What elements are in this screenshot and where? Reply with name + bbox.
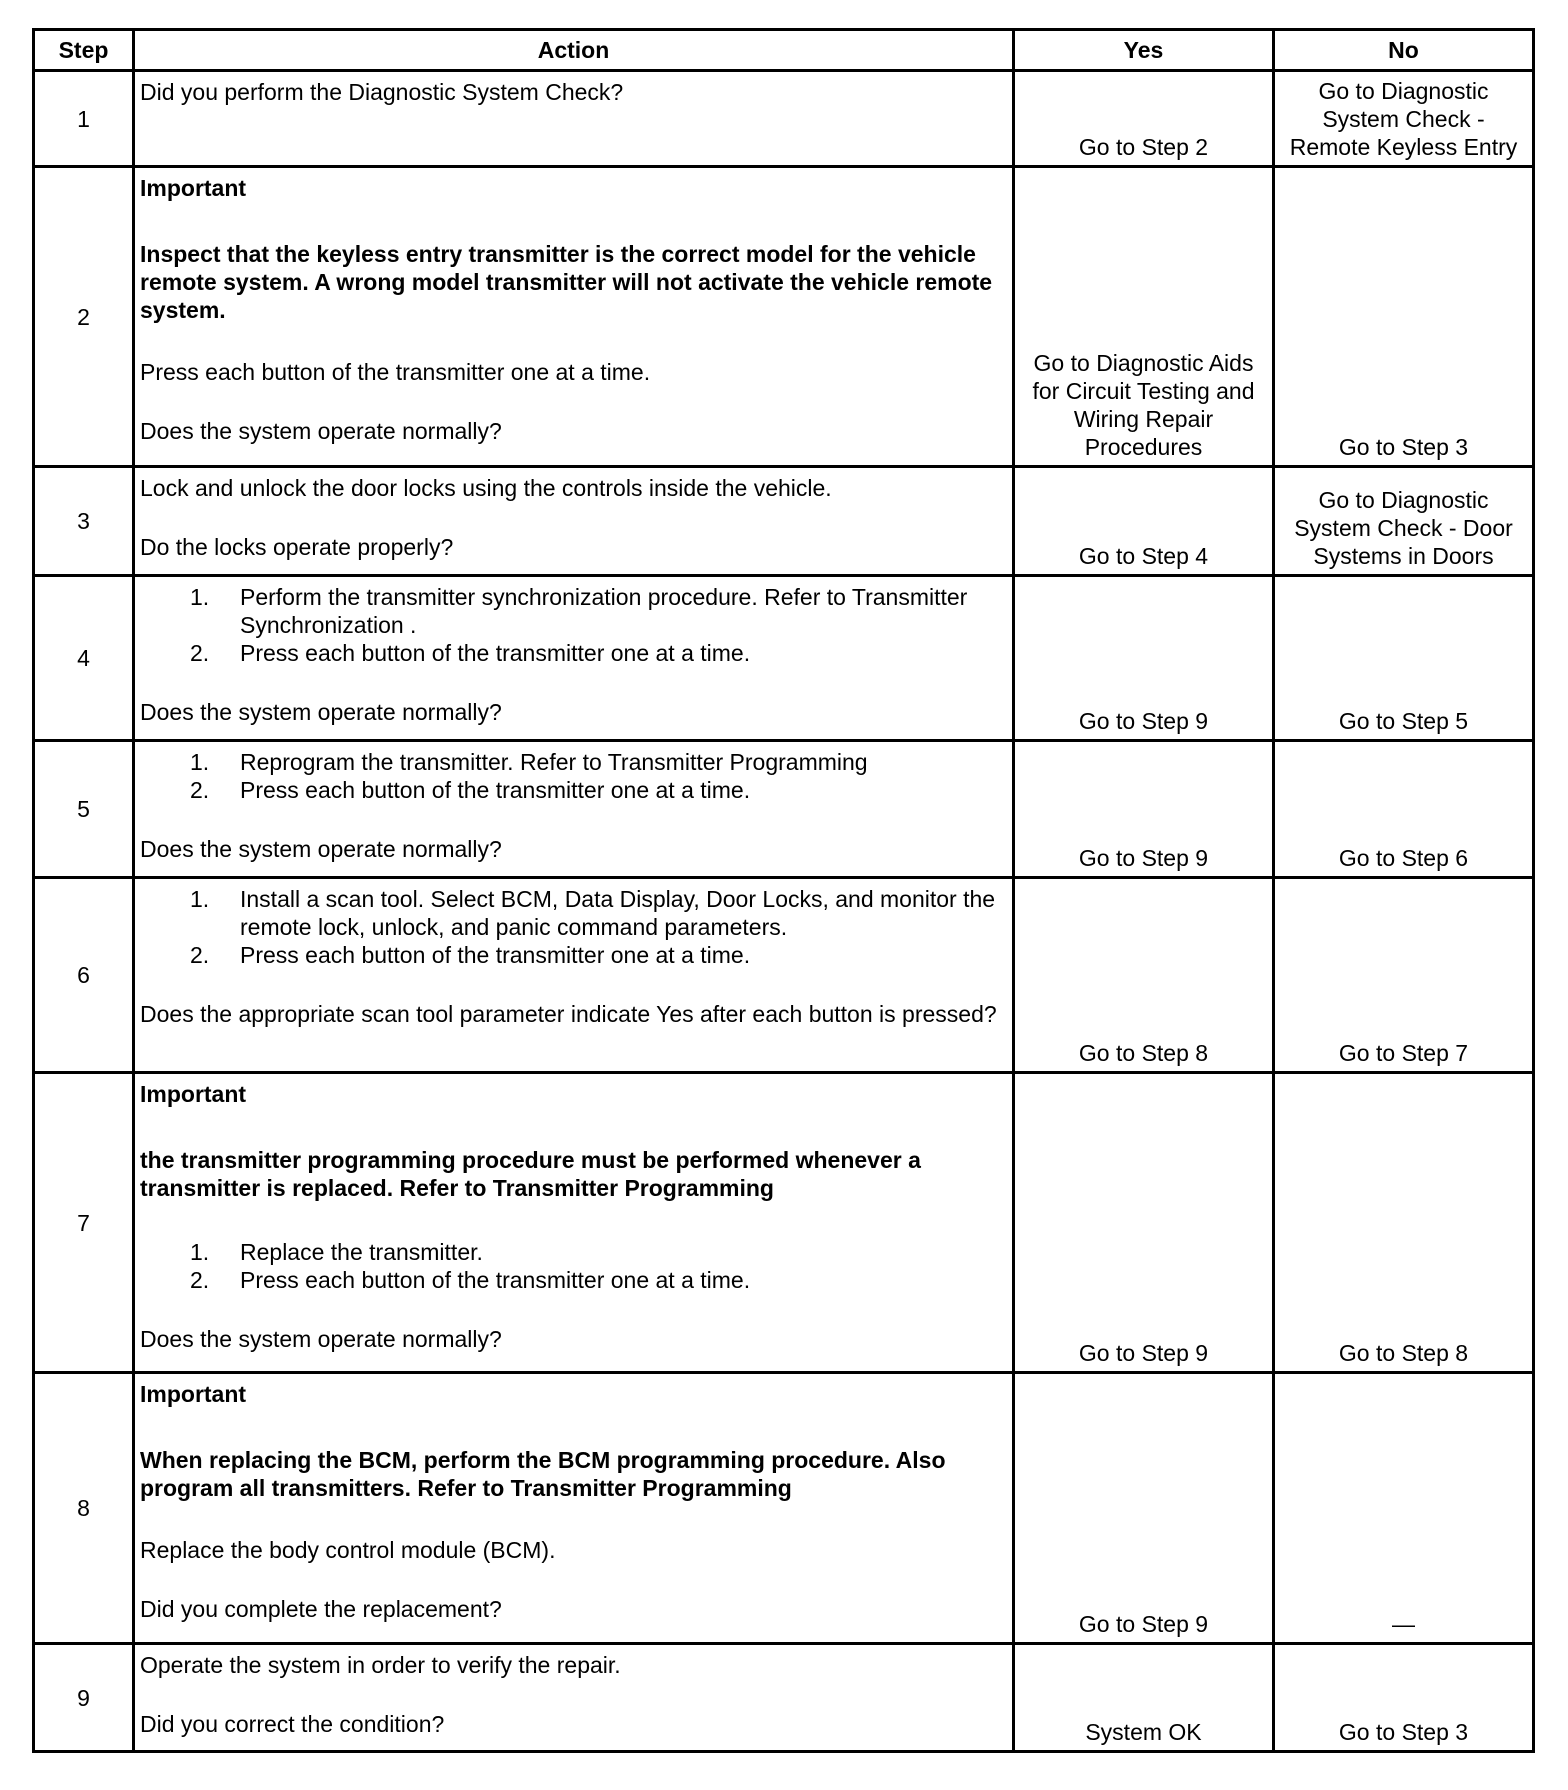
question-text: Does the system operate normally?	[140, 836, 502, 862]
yes-cell: Go to Step 9	[1014, 1073, 1274, 1373]
table-row-step-3	[34, 467, 1534, 576]
question-text: Does the system operate normally?	[140, 418, 502, 444]
step-number: 3	[34, 467, 134, 576]
important-text: the transmitter programming procedure must be performed whenever a transmitter is replaced. Refer to Transmitter Programming	[140, 1147, 921, 1201]
header-yes: Yes	[1014, 30, 1274, 71]
step-number: 4	[34, 576, 134, 741]
yes-cell: Go to Step 9	[1014, 741, 1274, 878]
yes-cell: Go to Step 2	[1014, 71, 1274, 167]
action-cell	[134, 1644, 1014, 1752]
no-cell: Go to Diagnostic System Check - Remote Keyless Entry	[1274, 71, 1534, 167]
procedure-list	[140, 1230, 1007, 1294]
action-cell	[134, 467, 1014, 576]
table-row-step-6	[34, 878, 1534, 1073]
yes-cell: Go to Step 9	[1014, 1373, 1274, 1644]
action-cell	[134, 71, 1014, 167]
important-heading: Important	[140, 175, 247, 201]
no-cell: Go to Diagnostic System Check - Door Systems in Doors	[1274, 467, 1534, 576]
question-text: Did you complete the replacement?	[140, 1596, 502, 1622]
question-text: Does the appropriate scan tool parameter indicate Yes after each button is pressed?	[140, 1001, 997, 1027]
list-item: 1. Perform the transmitter synchronization procedure. Refer to Transmitter Synchronization .	[190, 584, 968, 638]
procedure-list	[140, 583, 1007, 667]
no-cell: —	[1274, 1373, 1534, 1644]
yes-cell: Go to Step 4	[1014, 467, 1274, 576]
yes-cell: Go to Step 8	[1014, 878, 1274, 1073]
question-text: Do the locks operate properly?	[140, 534, 454, 560]
important-heading: Important	[140, 1381, 247, 1407]
step-number: 9	[34, 1644, 134, 1752]
table-row-step-4	[34, 576, 1534, 741]
step-number: 1	[34, 71, 134, 167]
question-text: Did you perform the Diagnostic System Check?	[140, 79, 624, 105]
step-number: 7	[34, 1073, 134, 1373]
header-action: Action	[134, 30, 1014, 71]
no-cell: Go to Step 5	[1274, 576, 1534, 741]
list-item: 1. Install a scan tool. Select BCM, Data Display, Door Locks, and monitor the remote lock, unlock, and panic command parameters.	[190, 886, 996, 940]
list-item: 2. Press each button of the transmitter one at a time.	[190, 942, 751, 968]
instruction-text: Replace the body control module (BCM).	[140, 1537, 556, 1563]
yes-cell: Go to Diagnostic Aids for Circuit Testing and Wiring Repair Procedures	[1014, 167, 1274, 467]
step-number: 6	[34, 878, 134, 1073]
instruction-text: Operate the system in order to verify the repair.	[140, 1652, 621, 1678]
action-cell	[134, 741, 1014, 878]
no-cell: Go to Step 3	[1274, 167, 1534, 467]
no-cell: Go to Step 8	[1274, 1073, 1534, 1373]
list-item: 2. Press each button of the transmitter one at a time.	[190, 640, 751, 666]
step-number: 8	[34, 1373, 134, 1644]
list-item: 1. Replace the transmitter.	[190, 1239, 483, 1265]
table-row-step-9	[34, 1644, 1534, 1752]
list-item: 2. Press each button of the transmitter one at a time.	[190, 1267, 751, 1293]
action-cell	[134, 1073, 1014, 1373]
table-row-step-2	[34, 167, 1534, 467]
procedure-list	[140, 748, 1007, 804]
important-text: Inspect that the keyless entry transmitter is the correct model for the vehicle remote system. A wrong model transmitter will not activate the vehicle remote system.	[140, 241, 993, 323]
diagnostic-table	[32, 28, 1535, 1753]
important-heading: Important	[140, 1081, 247, 1107]
list-item: 1. Reprogram the transmitter. Refer to Transmitter Programming	[190, 749, 868, 775]
header-row	[34, 30, 1534, 71]
yes-cell: System OK	[1014, 1644, 1274, 1752]
header-step: Step	[34, 30, 134, 71]
question-text: Did you correct the condition?	[140, 1711, 445, 1737]
question-text: Does the system operate normally?	[140, 1326, 502, 1352]
yes-cell: Go to Step 9	[1014, 576, 1274, 741]
no-cell: Go to Step 6	[1274, 741, 1534, 878]
no-cell: Go to Step 7	[1274, 878, 1534, 1073]
question-text: Does the system operate normally?	[140, 699, 502, 725]
instruction-text: Press each button of the transmitter one at a time.	[140, 359, 651, 385]
procedure-list	[140, 885, 1007, 969]
important-text: When replacing the BCM, perform the BCM programming procedure. Also program all transmitters. Refer to Transmitter Programming	[140, 1447, 946, 1501]
step-number: 2	[34, 167, 134, 467]
instruction-text: Lock and unlock the door locks using the controls inside the vehicle.	[140, 475, 832, 501]
list-item: 2. Press each button of the transmitter one at a time.	[190, 777, 751, 803]
action-cell	[134, 167, 1014, 467]
table-row-step-7	[34, 1073, 1534, 1373]
action-cell	[134, 1373, 1014, 1644]
table-row-step-1	[34, 71, 1534, 167]
table-row-step-5	[34, 741, 1534, 878]
header-no: No	[1274, 30, 1534, 71]
action-cell	[134, 878, 1014, 1073]
no-cell: Go to Step 3	[1274, 1644, 1534, 1752]
table-row-step-8	[34, 1373, 1534, 1644]
step-number: 5	[34, 741, 134, 878]
action-cell	[134, 576, 1014, 741]
